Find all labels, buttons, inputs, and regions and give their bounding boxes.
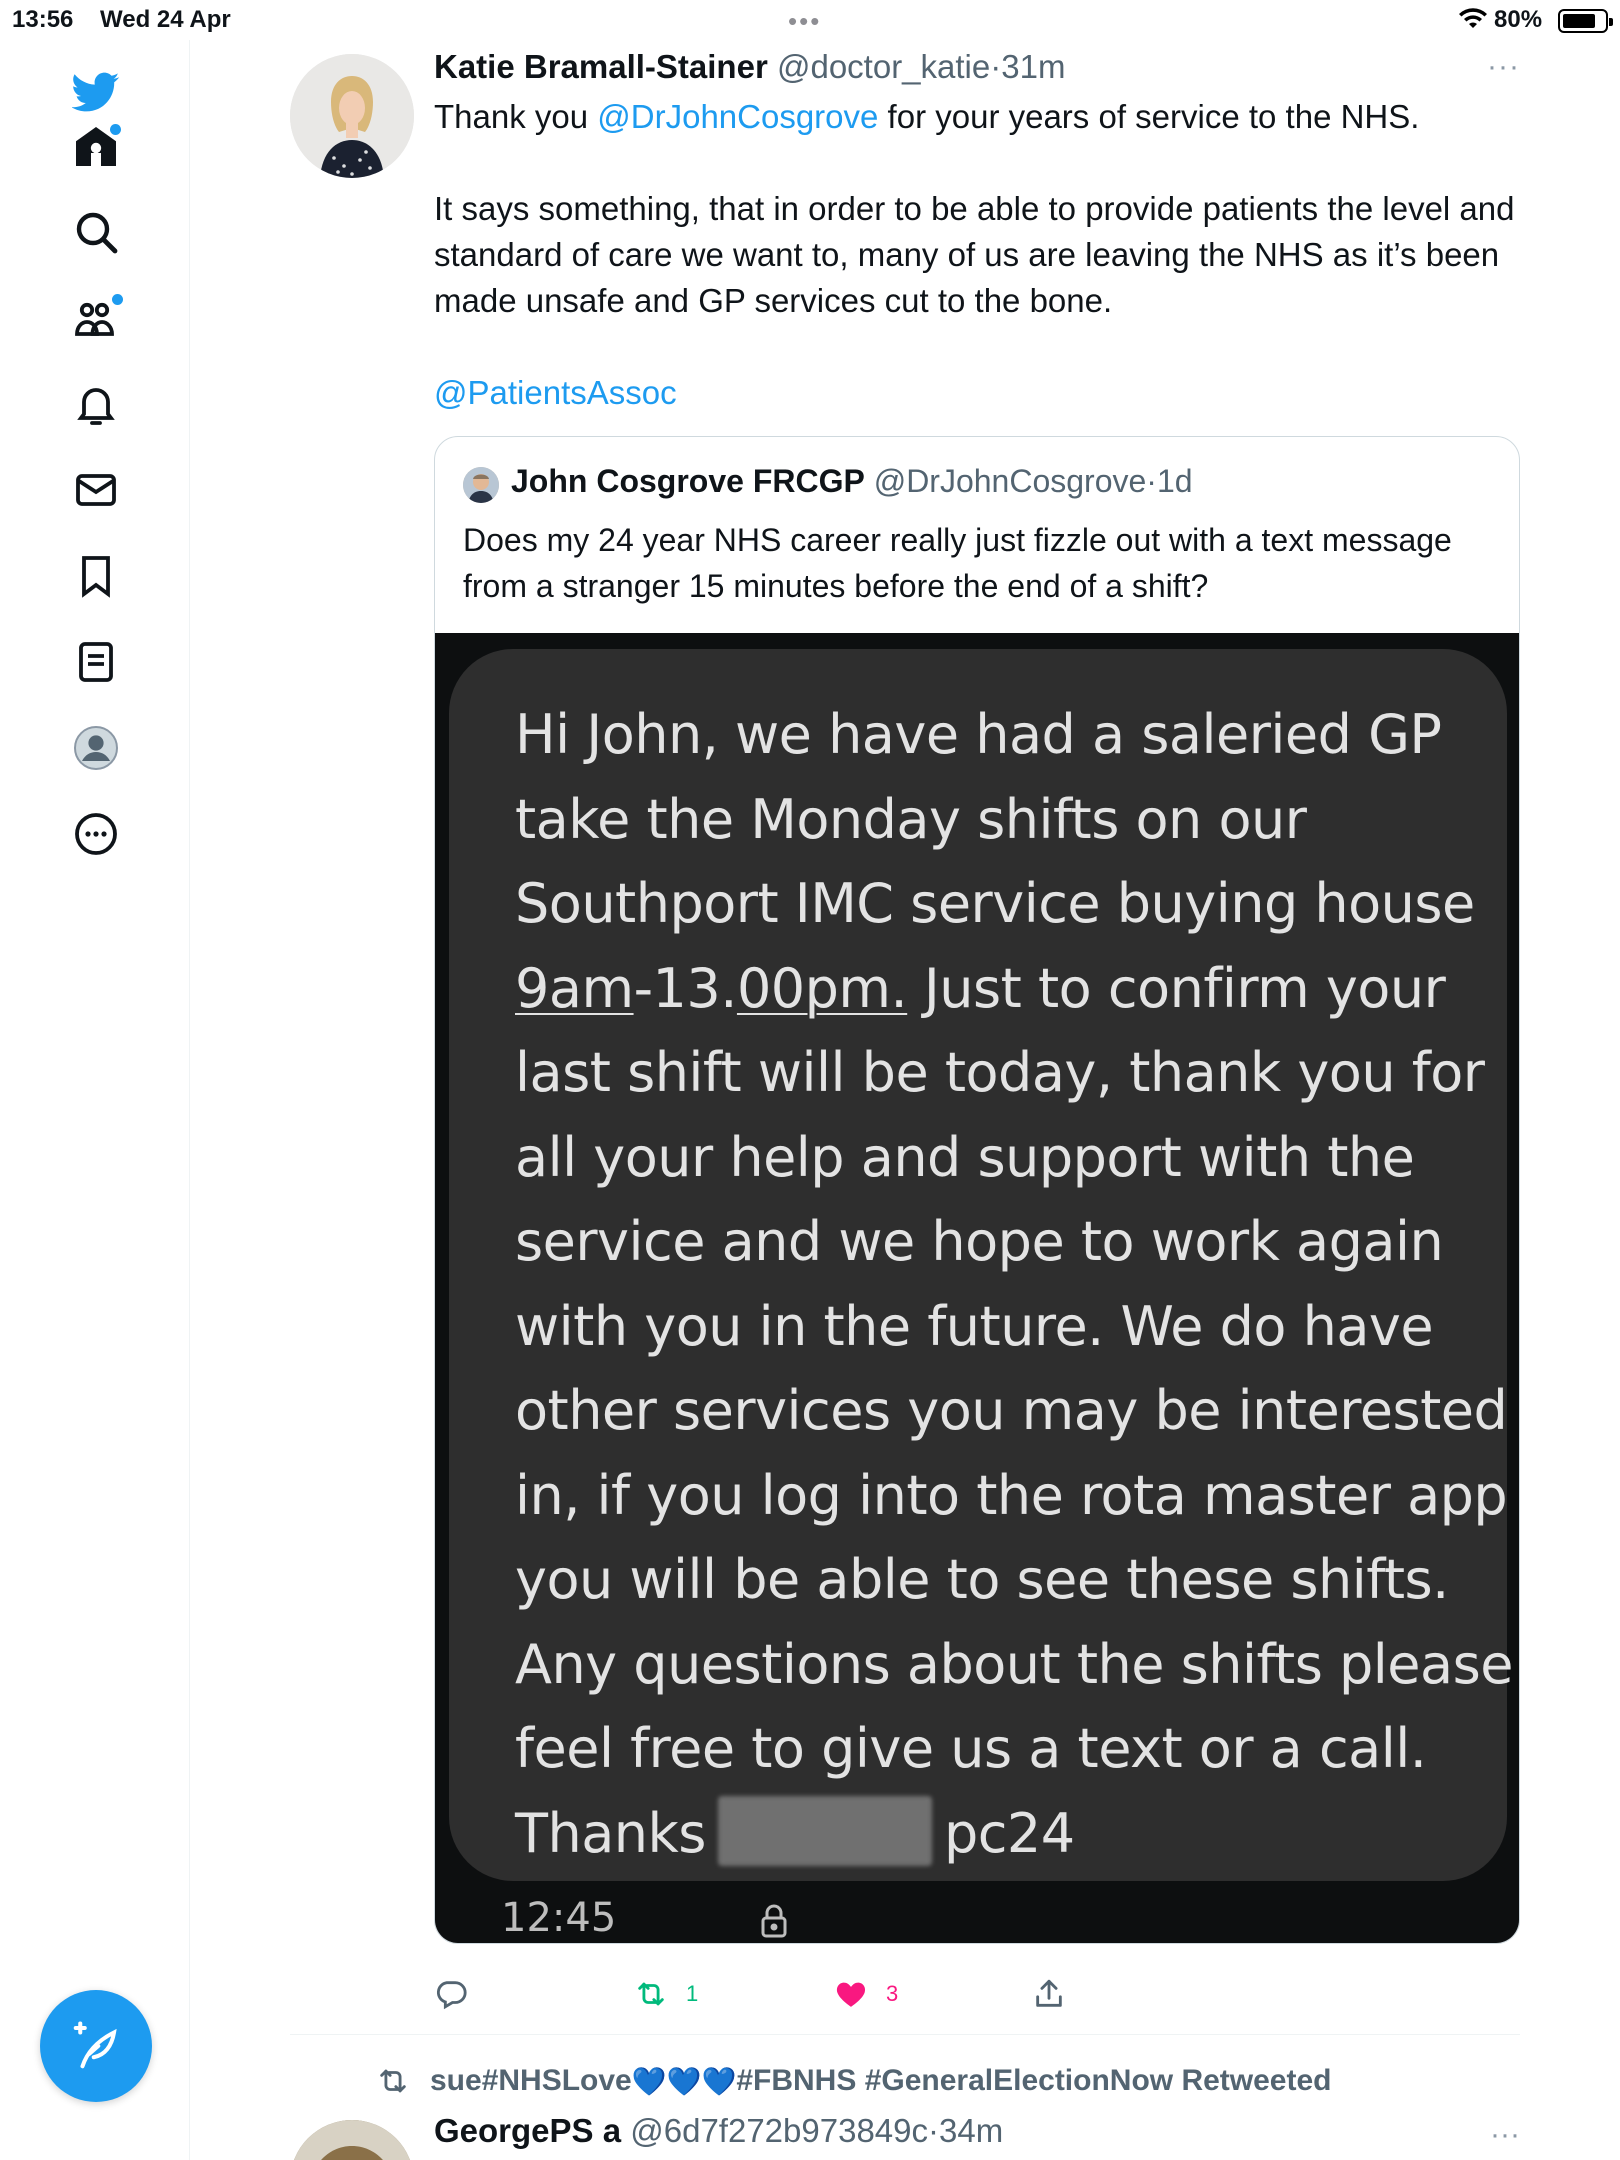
sms-line: Southport IMC service buying house [515, 872, 1475, 935]
heart-icon [834, 1977, 868, 2011]
sms-line [515, 1792, 1475, 1877]
sms-line: Any questions about the shifts please [515, 1632, 1513, 1696]
sms-line: you will be able to see these shifts. [515, 1548, 1449, 1611]
sms-line: all your help and support with the [515, 1125, 1415, 1189]
share-button[interactable] [1032, 1964, 1066, 2024]
sms-line [515, 947, 1475, 1032]
quoted-author-name[interactable]: John Cosgrove FRCGP [511, 463, 865, 499]
sms-text [515, 693, 1513, 1876]
tweet-paragraph-1 [434, 94, 1520, 140]
next-separator: · [928, 2112, 940, 2149]
tweet-text [434, 94, 1520, 462]
mention-link[interactable]: @DrJohnCosgrove [597, 98, 879, 135]
twitter-logo-icon[interactable] [66, 62, 126, 122]
tweet-more-icon[interactable]: ··· [1487, 50, 1520, 83]
reply-button[interactable] [434, 1964, 486, 2024]
tweet-actions [434, 1964, 1520, 2024]
retweeter-name: sue#NHSLove [430, 2064, 632, 2097]
battery-icon [1558, 9, 1608, 33]
tweet-age[interactable]: 31m [1001, 48, 1066, 85]
next-tweet-header [434, 2112, 1003, 2150]
wifi-icon [1458, 8, 1488, 30]
home-notification-dot [110, 124, 121, 135]
sms-line: other services you may be interested [515, 1379, 1508, 1442]
status-date: Wed 24 Apr [100, 6, 231, 33]
sms-thanks: Thanks [515, 1801, 706, 1865]
tweet-paragraph-2: It says something, that in order to be able to provide patients the level and standard of care we want to, many of us are leaving the NHS as it’s been made unsafe and GP services cut to the bone. [434, 190, 1515, 319]
next-tweet-age[interactable]: 34m [939, 2112, 1004, 2149]
quoted-separator: · [1146, 463, 1157, 499]
retweeted-suffix: #FBNHS #GeneralElectionNow Retweeted [736, 2064, 1332, 2097]
tweet-divider [290, 2034, 1520, 2035]
like-button[interactable] [834, 1964, 898, 2024]
sms-bubble [449, 649, 1513, 1881]
mention-link[interactable]: @PatientsAssoc [434, 374, 677, 411]
quoted-tweet-header [511, 463, 1193, 500]
quoted-author-handle[interactable]: @DrJohnCosgrove [873, 463, 1147, 499]
communities-notification-dot [112, 294, 123, 305]
retweet-icon [634, 1977, 668, 2011]
status-time: 13:56 [12, 6, 74, 33]
retweet-icon [376, 2064, 410, 2098]
sms-text-part: Just to confirm your [907, 956, 1446, 1020]
sms-underlined-time: 9am [515, 956, 634, 1020]
next-author-handle[interactable]: @6d7f272b973849c [630, 2112, 929, 2149]
quoted-author-avatar[interactable] [463, 467, 499, 503]
header-separator: · [990, 48, 1002, 85]
messages-envelope-icon[interactable] [66, 460, 126, 520]
sms-line: last shift will be today, thank you for [515, 1041, 1485, 1104]
retweet-count: 1 [686, 1981, 699, 2006]
multitasking-dots-icon[interactable]: ••• [788, 6, 822, 36]
more-options-icon[interactable] [66, 804, 126, 864]
sms-line: service and we hope to work again [515, 1210, 1444, 1273]
next-author-name[interactable]: GeorgePS a [434, 2112, 622, 2149]
explore-search-icon[interactable] [66, 202, 126, 262]
sms-signature: pc24 [943, 1801, 1075, 1865]
blue-hearts-emoji: 💙💙💙 [631, 2065, 737, 2097]
sms-underlined-time: 00pm. [736, 956, 908, 1020]
sms-text-part: -13. [633, 956, 737, 1020]
sidebar-nav [0, 40, 190, 2160]
sms-line: Hi John, we have had a saleried GP [515, 703, 1442, 766]
like-count: 3 [886, 1981, 899, 2006]
quoted-tweet-text: Does my 24 year NHS career really just fizzle out with a text message from a stranger 15 minutes before the end of a shift? [463, 522, 1452, 604]
share-icon [1032, 1977, 1066, 2011]
blurred-name-redaction [718, 1796, 932, 1866]
sms-line: in, if you log into the rota master app [515, 1463, 1508, 1527]
retweet-button[interactable] [634, 1964, 698, 2024]
quoted-tweet[interactable] [434, 436, 1520, 1944]
compose-tweet-button[interactable] [40, 1990, 152, 2102]
author-handle[interactable]: @doctor_katie [776, 48, 991, 85]
sms-line: with you in the future. We do have [515, 1294, 1434, 1358]
author-name[interactable]: Katie Bramall-Stainer [434, 48, 768, 85]
next-tweet-more-icon[interactable]: ··· [1490, 2118, 1520, 2151]
sms-line: feel free to give us a text or a call. [515, 1717, 1427, 1780]
communities-icon[interactable] [66, 288, 126, 348]
lock-icon [759, 1903, 789, 1939]
compose-tweet-icon [69, 2019, 123, 2073]
tweet-text-part: Thank you [434, 98, 598, 135]
next-author-avatar[interactable] [290, 2120, 414, 2160]
notifications-bell-icon[interactable] [66, 374, 126, 434]
retweeted-by-line[interactable] [376, 2064, 1332, 2098]
bookmark-icon[interactable] [66, 546, 126, 606]
tweet-header [434, 48, 1065, 86]
author-avatar[interactable] [290, 54, 414, 178]
profile-avatar-icon[interactable] [66, 718, 126, 778]
status-bar [0, 0, 1620, 40]
battery-percent: 80% [1494, 6, 1543, 33]
reply-icon [434, 1977, 468, 2011]
home-icon[interactable] [66, 116, 126, 176]
sms-timestamp: 12:45 [501, 1895, 617, 1941]
quoted-tweet-age[interactable]: 1d [1156, 463, 1193, 499]
sms-screenshot-image[interactable] [435, 633, 1520, 1944]
tweet-text-part: for your years of service to the NHS. [878, 98, 1420, 135]
sms-line: take the Monday shifts on our [515, 787, 1307, 851]
tweet-paragraph-3 [434, 370, 1520, 416]
lists-icon[interactable] [66, 632, 126, 692]
